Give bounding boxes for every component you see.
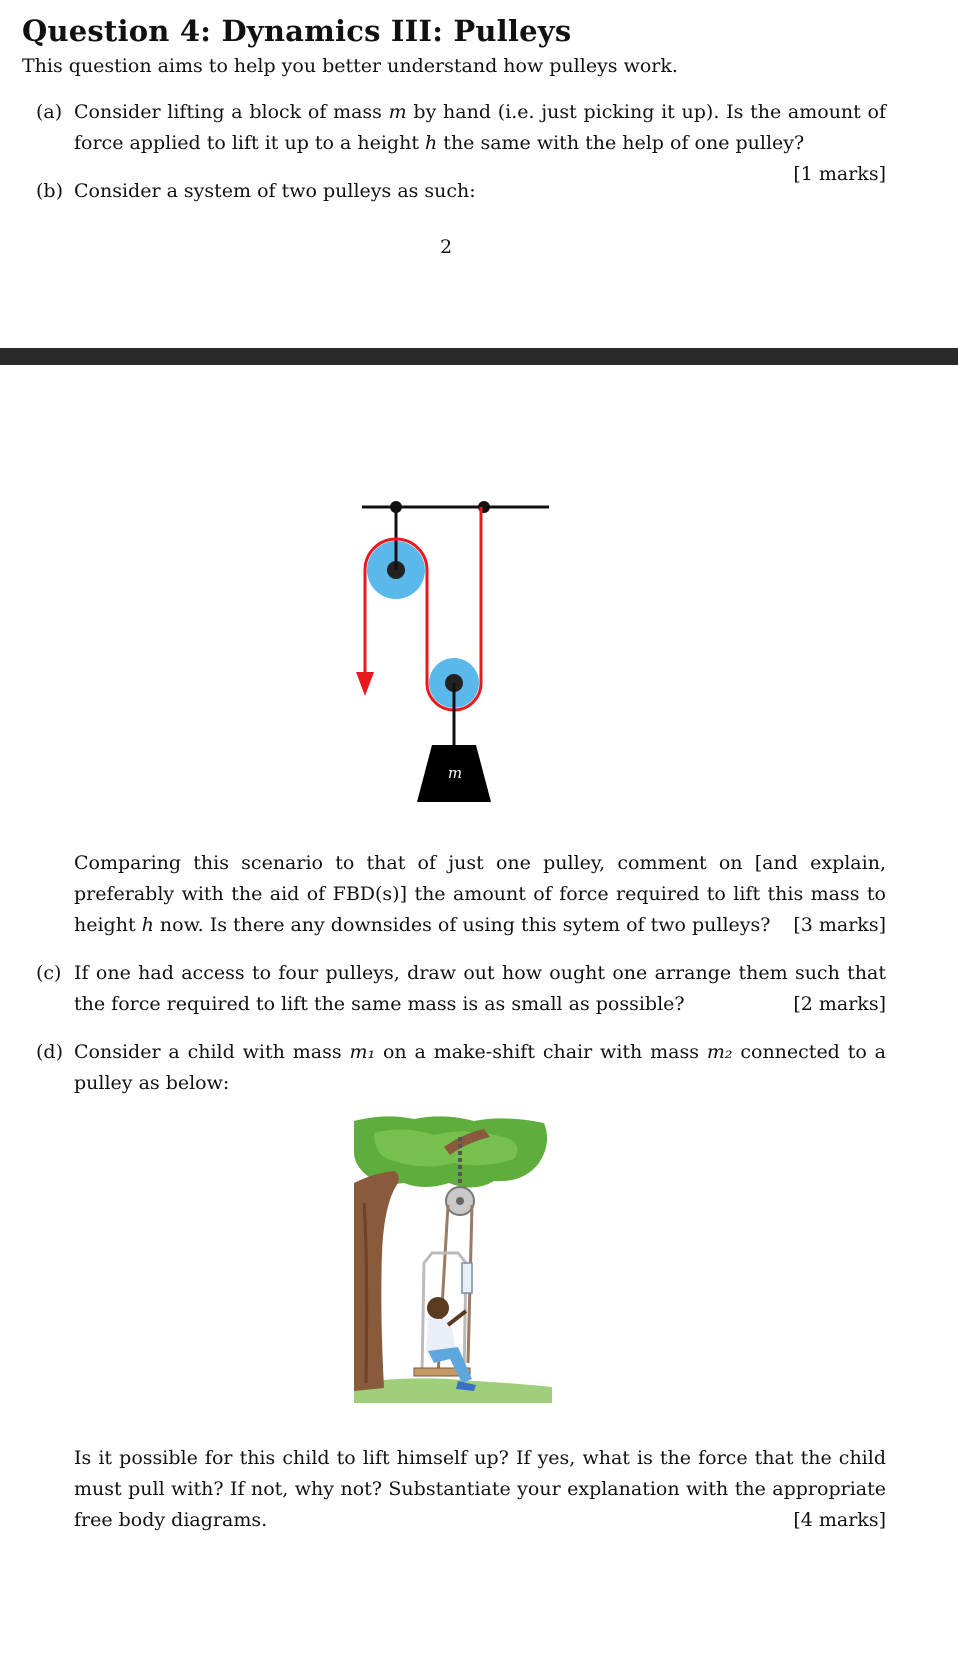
part-d-text: Consider a child with mass m₁ on a make-shift chair with mass m₂ connected to a pulley as below: [74, 1041, 886, 1094]
part-d [36, 1037, 886, 1101]
page-divider [0, 348, 958, 365]
var-h: h [425, 132, 438, 154]
var-m1: m₁ [349, 1041, 376, 1063]
page-number: 2 [440, 236, 453, 258]
question-title: Question 4: Dynamics III: Pulleys [22, 14, 572, 48]
two-pulley-diagram [340, 490, 570, 810]
part-a-label: (a) [36, 101, 63, 123]
var-h: h [141, 914, 154, 936]
part-a-text: Consider lifting a block of mass m by hand (i.e. just picking it up). Is the amount of force applied to lift it up to a height h the same with the help of one pulley? [1 marks] [74, 97, 886, 190]
question-intro: This question aims to help you better understand how pulleys work. [22, 55, 678, 77]
mass-label: m [447, 764, 463, 782]
part-d-followup: Is it possible for this child to lift himself up? If yes, what is the force that the child must pull with? If not, why not? Substantiate your explanation with the appropriate free body diagrams. [4 marks] [74, 1443, 886, 1536]
part-a [36, 97, 886, 185]
var-m2: m₂ [706, 1041, 733, 1063]
child-swing-illustration [354, 1113, 552, 1403]
part-c-marks: [2 marks] [793, 993, 886, 1015]
part-c [36, 958, 886, 1022]
part-b-marks: [3 marks] [793, 914, 886, 936]
part-a-marks: [1 marks] [793, 163, 886, 185]
part-c-label: (c) [36, 962, 62, 984]
part-d-marks: [4 marks] [793, 1509, 886, 1531]
spring-scale [462, 1263, 472, 1293]
part-b-text: Consider a system of two pulleys as such: [74, 180, 476, 202]
part-b [36, 176, 886, 208]
child-head [427, 1297, 449, 1319]
part-c-text: If one had access to four pulleys, draw out how ought one arrange them such that the force required to lift the same mass is as small as possible? [2 marks] [74, 958, 886, 1020]
part-b-label: (b) [36, 180, 63, 202]
part-d-label: (d) [36, 1041, 63, 1063]
pull-arrow-head [356, 672, 374, 696]
part-b-followup: Comparing this scenario to that of just one pulley, comment on [and explain, preferably with the aid of FBD(s)] the amount of force required to lift this mass to height h now. Is there any downsides of using this sytem of two pulleys? [3 marks] [74, 848, 886, 941]
var-m: m [388, 101, 407, 123]
